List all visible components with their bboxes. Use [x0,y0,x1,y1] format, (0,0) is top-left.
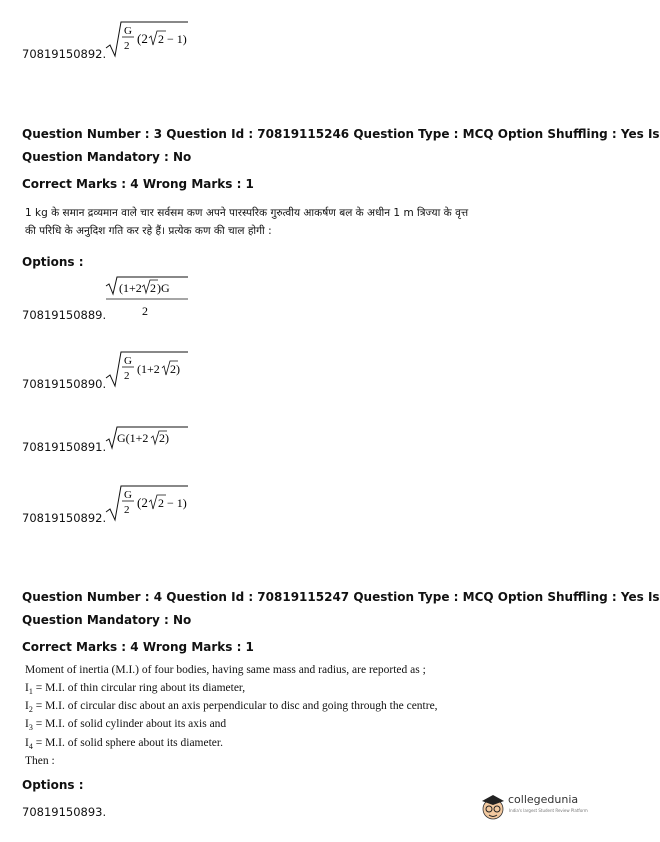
question-header: Question Number : 3 Question Id : 70819115246 Question Type : MCQ Option Shuffling : Yes Is [22,127,660,141]
mascot-icon [480,792,506,822]
brand-name: collegedunia [508,793,579,806]
option-id: 70819150893. [22,805,107,819]
svg-text:)G: )G [157,281,170,295]
svg-text:2: 2 [150,281,156,295]
svg-text:2 − 1): 2 − 1) [158,496,187,510]
question-text-line: $I_2 = M.I$. of circular disc about an axis perpendicular to disc and going through the centre, [25,700,438,714]
svg-text:G: G [124,25,132,37]
svg-text:2 − 1): 2 − 1) [158,32,187,46]
option-id: 70819150890. [22,377,107,391]
option-id: 70819150892. [22,511,107,525]
option-id: 70819150889. [22,308,107,322]
svg-text:2: 2 [124,504,130,516]
option-expression [104,344,194,390]
question-text-line: 1 kg के समान द्रव्यमान वाले चार सर्वसम कण अपने पारस्परिक गुरुत्वीय आकर्षण बल के अधीन 1 m त्रिज्या के वृत्त [25,207,469,219]
option-expression [104,478,194,522]
svg-text:G(1+2: G(1+2 [117,431,149,445]
question-mandatory: Question Mandatory : No [22,613,192,627]
question-text-line: $I_3 = M.I$. of solid cylinder about its axis and [25,718,227,732]
collegedunia-logo [480,790,590,824]
svg-text:2: 2 [124,370,130,382]
question-mandatory: Question Mandatory : No [22,150,192,164]
svg-text:(2: (2 [137,31,148,46]
svg-text:(1+2: (1+2 [119,281,142,295]
svg-text:G: G [124,489,132,501]
svg-text:2): 2) [170,362,180,376]
svg-text:2: 2 [142,304,148,318]
question-text-line: की परिधि के अनुदिश गति कर रहे हैं। प्रत्येक कण की चाल होगी : [25,225,272,237]
question-text-line: Moment of inertia (M.I.) of four bodies, having same mass and radius, are reported as ; [25,664,426,676]
svg-text:2: 2 [124,40,130,52]
option-expression [104,423,194,453]
option-expression [104,14,194,58]
question-text-line: $I_4 = M.I$. of solid sphere about its diameter. [25,737,223,751]
question-header: Question Number : 4 Question Id : 70819115247 Question Type : MCQ Option Shuffling : Yes Is [22,590,660,604]
svg-text:(1+2: (1+2 [137,362,160,376]
question-text-line: $I_1 = M.I$. of thin circular ring about its diameter, [25,682,246,696]
options-label: Options : [22,778,84,792]
question-text-line: Then : [25,755,55,767]
options-label: Options : [22,255,84,269]
question-marks: Correct Marks : 4 Wrong Marks : 1 [22,640,254,654]
option-id: 70819150892. [22,47,107,61]
svg-text:G: G [124,355,132,367]
svg-text:(2: (2 [137,495,148,510]
svg-text:2): 2) [159,431,169,445]
option-expression [104,274,194,320]
question-marks: Correct Marks : 4 Wrong Marks : 1 [22,177,254,191]
option-id: 70819150891. [22,440,107,454]
brand-tagline: India's largest Student Review Platform [509,808,588,813]
